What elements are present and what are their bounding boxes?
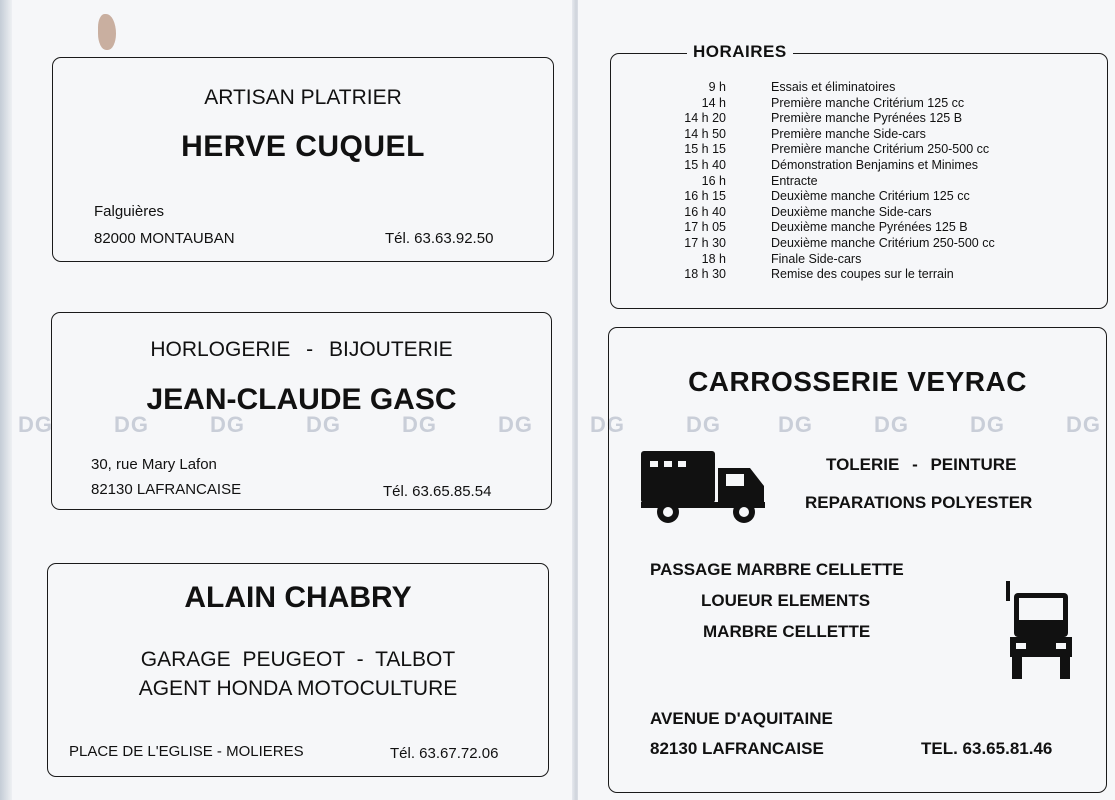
ad-alain-chabry <box>47 563 549 777</box>
schedule-time: 14 h 20 <box>684 111 726 126</box>
ad-city: 82130 LAFRANCAISE <box>650 739 824 758</box>
ad-address-line1: 30, rue Mary Lafon <box>91 456 217 473</box>
schedule-event: Première manche Side-cars <box>771 126 926 141</box>
schedule-event: Deuxième manche Side-cars <box>771 204 932 219</box>
ad-phone: Tél. 63.65.85.54 <box>383 483 492 500</box>
ad-address: AVENUE D'AQUITAINE <box>650 709 833 728</box>
schedule-time: 14 h <box>701 95 726 110</box>
ad-address-line2: 82000 MONTAUBAN <box>94 230 235 247</box>
schedule-row <box>611 267 1107 283</box>
schedule-row <box>611 127 1107 143</box>
ad-line1: GARAGE PEUGEOT - TALBOT <box>140 648 456 671</box>
schedule-time: 17 h 30 <box>684 236 726 250</box>
ad-jean-claude-gasc <box>51 312 552 510</box>
watermark-logo: DG <box>590 412 625 437</box>
schedule-row <box>611 252 1107 268</box>
schedule-time: 9 h <box>708 80 726 94</box>
schedule-event: Démonstration Benjamins et Minimes <box>771 158 979 172</box>
schedule-time: 16 h 40 <box>684 204 726 219</box>
schedule-time: 18 h <box>701 251 726 266</box>
ad-carrosserie-veyrac <box>608 327 1107 793</box>
watermark-logo: DG <box>114 412 149 437</box>
watermark-logo: DG <box>686 412 721 437</box>
ad-business-name: CARROSSERIE VEYRAC <box>688 366 1027 397</box>
schedule-time: 18 h 30 <box>684 267 726 282</box>
watermark-logo: DG <box>402 412 437 437</box>
schedule-event: Deuxième manche Critérium 125 cc <box>771 189 970 204</box>
ad-service1: TOLERIE - PEINTURE <box>826 455 1017 474</box>
ad-title: ARTISAN PLATRIER <box>204 86 402 109</box>
schedule-event: Finale Side-cars <box>771 251 862 266</box>
paper-stain <box>98 14 116 50</box>
right-page <box>578 0 1115 800</box>
truck-icon <box>638 446 774 526</box>
schedule-box <box>610 42 1108 309</box>
ad-business-name: ALAIN CHABRY <box>184 581 412 614</box>
ad-line3: MARBRE CELLETTE <box>703 622 871 641</box>
watermark-logo: DG <box>778 412 813 437</box>
schedule-row <box>611 158 1107 174</box>
watermark-logo: DG <box>498 412 533 437</box>
schedule-row <box>611 236 1107 252</box>
schedule-row <box>611 111 1107 127</box>
schedule-row <box>611 189 1107 205</box>
ad-line1: PASSAGE MARBRE CELLETTE <box>650 560 904 579</box>
ad-address: PLACE DE L'EGLISE - MOLIERES <box>69 743 304 760</box>
ad-title: HORLOGERIE - BIJOUTERIE <box>150 338 453 361</box>
schedule-event: Première manche Critérium 125 cc <box>771 95 965 110</box>
schedule-row <box>611 220 1107 236</box>
ad-line2: AGENT HONDA MOTOCULTURE <box>138 677 458 700</box>
watermark-logo: DG <box>306 412 341 437</box>
schedule-time: 16 h <box>701 173 726 188</box>
schedule-row <box>611 80 1107 96</box>
watermark-logo: DG <box>18 412 53 437</box>
schedule-event: Remise des coupes sur le terrain <box>771 267 954 282</box>
schedule-event: Deuxième manche Pyrénées 125 B <box>771 220 968 235</box>
ad-phone: Tél. 63.67.72.06 <box>390 745 499 762</box>
ad-phone: Tél. 63.63.92.50 <box>385 230 494 247</box>
schedule-time: 16 h 15 <box>684 189 726 204</box>
schedule-time: 15 h 40 <box>684 158 726 172</box>
schedule-event: Première manche Pyrénées 125 B <box>771 111 963 126</box>
watermark-logo: DG <box>970 412 1005 437</box>
truck-front-icon <box>1002 581 1078 681</box>
ad-herve-cuquel <box>52 57 554 262</box>
schedule-time: 14 h 50 <box>684 126 726 141</box>
schedule-row <box>611 205 1107 221</box>
ad-address-line2: 82130 LAFRANCAISE <box>91 481 242 498</box>
schedule-title: HORAIRES <box>687 42 793 62</box>
schedule-time: 15 h 15 <box>684 142 726 157</box>
ad-business-name: JEAN-CLAUDE GASC <box>146 383 457 416</box>
ad-service2: REPARATIONS POLYESTER <box>805 493 1033 512</box>
schedule-event: Deuxième manche Critérium 250-500 cc <box>771 236 995 250</box>
ad-business-name: HERVE CUQUEL <box>181 130 425 163</box>
page-edge-shadow <box>0 0 12 800</box>
schedule-event: Première manche Critérium 250-500 cc <box>771 142 990 157</box>
watermark-logo: DG <box>874 412 909 437</box>
schedule-row <box>611 174 1107 190</box>
watermark-logo: DG <box>210 412 245 437</box>
schedule-row <box>611 142 1107 158</box>
schedule-row <box>611 96 1107 112</box>
schedule-event: Essais et éliminatoires <box>771 80 896 94</box>
schedule-time: 17 h 05 <box>684 220 726 235</box>
ad-address-line1: Falguières <box>94 203 165 220</box>
watermark-logo: DG <box>1066 412 1101 437</box>
schedule-event: Entracte <box>771 173 818 188</box>
ad-line2: LOUEUR ELEMENTS <box>701 591 871 610</box>
ad-phone: TEL. 63.65.81.46 <box>921 739 1053 758</box>
